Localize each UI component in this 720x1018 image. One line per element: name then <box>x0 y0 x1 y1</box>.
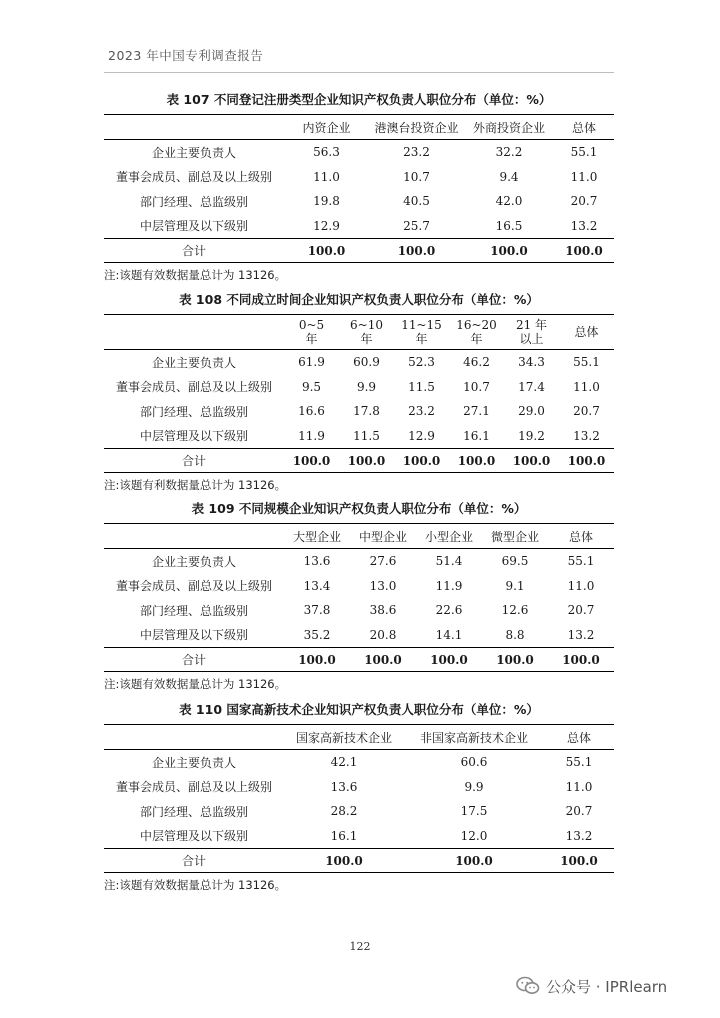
header-rule <box>104 72 614 73</box>
table-cell: 12.9 <box>408 428 435 443</box>
table-note: 注:该题有效数据量总计为 13126。 <box>104 677 287 691</box>
table-cell: 17.4 <box>518 379 545 394</box>
table-cell: 11.9 <box>435 578 463 593</box>
table-cell: 28.2 <box>330 804 358 819</box>
table-cell: 22.6 <box>435 603 463 618</box>
table-row <box>104 574 614 599</box>
table-cell: 51.4 <box>435 554 463 569</box>
column-header: 内资企业 <box>284 115 369 140</box>
table-note: 注:该题有利数据量总计为 13126。 <box>104 478 287 492</box>
table-cell: 13.2 <box>573 428 600 443</box>
table-cell: 56.3 <box>313 145 340 160</box>
column-header: 总体 <box>554 115 614 140</box>
table-cell: 13.6 <box>330 779 358 794</box>
table-cell: 11.5 <box>353 428 380 443</box>
table-cell: 13.4 <box>303 578 331 593</box>
table-cell: 27.6 <box>369 554 397 569</box>
table-row <box>104 799 614 824</box>
table-cell: 9.9 <box>464 779 484 794</box>
table-cell: 52.3 <box>408 355 435 370</box>
table-cell: 35.2 <box>303 627 331 642</box>
row-label: 中层管理及以下级别 <box>139 829 248 844</box>
table-cell: 12.0 <box>460 828 488 843</box>
data-table <box>104 724 614 873</box>
table-108-block <box>104 292 614 493</box>
table-cell: 20.7 <box>573 404 600 419</box>
table-cell: 55.1 <box>565 755 593 770</box>
table-cell: 19.8 <box>313 194 340 209</box>
table-cell: 40.5 <box>403 194 430 209</box>
table-caption: 表 107 不同登记注册类型企业知识产权负责人职位分布（单位：%） <box>166 92 552 107</box>
column-header: 大型企业 <box>284 524 350 549</box>
data-table <box>104 114 614 263</box>
table-cell: 16.1 <box>463 428 490 443</box>
watermark <box>516 974 667 998</box>
table-cell: 69.5 <box>501 554 529 569</box>
table-cell: 23.2 <box>403 145 430 160</box>
table-cell: 14.1 <box>435 627 463 642</box>
table-caption: 表 109 不同规模企业知识产权负责人职位分布（单位：%） <box>191 501 527 516</box>
table-cell: 17.5 <box>460 804 488 819</box>
column-header <box>104 524 284 549</box>
column-header: 国家高新技术企业 <box>284 725 404 750</box>
total-cell: 100.0 <box>284 849 404 873</box>
total-cell: 100.0 <box>284 648 350 672</box>
table-cell: 42.1 <box>330 755 358 770</box>
table-caption: 表 108 不同成立时间企业知识产权负责人职位分布（单位：%） <box>179 292 539 307</box>
table-cell: 37.8 <box>303 603 331 618</box>
table-cell: 13.6 <box>303 554 331 569</box>
total-row <box>104 849 614 873</box>
column-header: 16~20 年 <box>449 315 504 350</box>
table-row <box>104 350 614 375</box>
total-row <box>104 239 614 263</box>
page-number: 122 <box>349 940 371 953</box>
total-cell: 100.0 <box>369 239 464 263</box>
table-row <box>104 140 614 165</box>
table-row <box>104 598 614 623</box>
table-cell: 17.8 <box>353 404 380 419</box>
row-label: 部门经理、总监级别 <box>139 603 248 618</box>
data-table <box>104 314 614 473</box>
total-cell: 100.0 <box>284 449 339 473</box>
column-header <box>104 115 284 140</box>
column-header <box>104 725 284 750</box>
table-cell: 16.1 <box>330 828 358 843</box>
running-header: 2023 年中国专利调查报告 <box>108 48 264 63</box>
table-row <box>104 824 614 849</box>
total-row <box>104 449 614 473</box>
table-cell: 20.8 <box>369 627 397 642</box>
total-cell: 100.0 <box>554 239 614 263</box>
total-cell: 100.0 <box>504 449 559 473</box>
table-cell: 27.1 <box>463 404 490 419</box>
total-label: 合计 <box>104 239 284 263</box>
row-label: 企业主要负责人 <box>151 554 236 569</box>
row-label: 董事会成员、副总及以上级别 <box>115 380 272 395</box>
row-label: 董事会成员、副总及以上级别 <box>115 579 272 594</box>
table-caption: 表 110 国家高新技术企业知识产权负责人职位分布（单位：%） <box>179 702 539 717</box>
total-cell: 100.0 <box>449 449 504 473</box>
table-109-block <box>104 501 614 692</box>
data-table <box>104 523 614 672</box>
table-cell: 11.0 <box>573 379 600 394</box>
table-cell: 19.2 <box>518 428 545 443</box>
table-row <box>104 623 614 648</box>
column-header: 外商投资企业 <box>464 115 554 140</box>
total-cell: 100.0 <box>416 648 482 672</box>
table-cell: 13.2 <box>567 627 595 642</box>
column-header: 小型企业 <box>416 524 482 549</box>
table-cell: 38.6 <box>369 603 397 618</box>
table-cell: 23.2 <box>408 404 435 419</box>
table-cell: 20.7 <box>565 804 593 819</box>
table-row <box>104 424 614 449</box>
total-label: 合计 <box>104 849 284 873</box>
column-header: 11~15 年 <box>394 315 449 350</box>
table-row <box>104 189 614 214</box>
total-cell: 100.0 <box>394 449 449 473</box>
table-cell: 12.6 <box>501 603 529 618</box>
table-cell: 11.5 <box>408 379 435 394</box>
table-row <box>104 775 614 800</box>
row-label: 中层管理及以下级别 <box>139 219 248 234</box>
table-cell: 25.7 <box>403 218 430 233</box>
table-cell: 20.7 <box>570 194 598 209</box>
table-note: 注:该题有效数据量总计为 13126。 <box>104 878 287 892</box>
table-cell: 32.2 <box>495 145 523 160</box>
row-label: 部门经理、总监级别 <box>139 804 248 819</box>
table-cell: 9.5 <box>301 379 322 394</box>
table-row <box>104 399 614 424</box>
table-cell: 13.0 <box>369 578 397 593</box>
row-label: 部门经理、总监级别 <box>139 404 248 419</box>
row-label: 董事会成员、副总及以上级别 <box>115 780 272 795</box>
wechat-icon <box>516 976 540 996</box>
row-label: 中层管理及以下级别 <box>139 429 248 444</box>
column-header: 总体 <box>548 524 614 549</box>
table-cell: 55.1 <box>567 554 595 569</box>
column-header: 非国家高新技术企业 <box>404 725 544 750</box>
table-cell: 10.7 <box>403 169 430 184</box>
total-label: 合计 <box>104 449 284 473</box>
total-cell: 100.0 <box>544 849 614 873</box>
column-header: 总体 <box>559 315 614 350</box>
table-cell: 9.1 <box>505 578 525 593</box>
table-cell: 20.7 <box>567 603 595 618</box>
total-row <box>104 648 614 672</box>
total-cell: 100.0 <box>559 449 614 473</box>
column-header: 微型企业 <box>482 524 548 549</box>
column-header: 总体 <box>544 725 614 750</box>
table-cell: 13.2 <box>570 218 598 233</box>
total-label: 合计 <box>104 648 284 672</box>
table-cell: 10.7 <box>463 379 490 394</box>
column-header: 0~5 年 <box>284 315 339 350</box>
table-cell: 55.1 <box>573 355 600 370</box>
table-cell: 9.9 <box>356 379 377 394</box>
table-row <box>104 750 614 775</box>
column-header: 21 年 以上 <box>504 315 559 350</box>
table-cell: 13.2 <box>565 828 593 843</box>
table-row <box>104 165 614 190</box>
table-107-block <box>104 92 614 283</box>
table-cell: 42.0 <box>495 194 523 209</box>
table-cell: 60.6 <box>460 755 488 770</box>
row-label: 企业主要负责人 <box>151 145 236 160</box>
row-label: 董事会成员、副总及以上级别 <box>115 170 272 185</box>
table-row <box>104 375 614 400</box>
table-row <box>104 549 614 574</box>
total-cell: 100.0 <box>404 849 544 873</box>
total-cell: 100.0 <box>350 648 416 672</box>
row-label: 部门经理、总监级别 <box>139 194 248 209</box>
total-cell: 100.0 <box>482 648 548 672</box>
table-cell: 46.2 <box>463 355 490 370</box>
table-cell: 16.5 <box>495 218 523 233</box>
table-cell: 11.0 <box>565 779 593 794</box>
watermark-text: 公众号 · IPRlearn <box>546 977 668 996</box>
column-header: 6~10 年 <box>339 315 394 350</box>
table-note: 注:该题有效数据量总计为 13126。 <box>104 268 287 282</box>
column-header: 中型企业 <box>350 524 416 549</box>
table-cell: 34.3 <box>518 355 545 370</box>
table-cell: 12.9 <box>313 218 340 233</box>
total-cell: 100.0 <box>284 239 369 263</box>
row-label: 中层管理及以下级别 <box>139 628 248 643</box>
column-header: 港澳台投资企业 <box>369 115 464 140</box>
total-cell: 100.0 <box>339 449 394 473</box>
table-cell: 8.8 <box>505 627 525 642</box>
table-cell: 11.0 <box>570 169 598 184</box>
table-cell: 11.0 <box>567 578 595 593</box>
column-header <box>104 315 284 350</box>
table-cell: 9.4 <box>499 169 519 184</box>
table-cell: 61.9 <box>298 355 325 370</box>
table-cell: 11.9 <box>298 428 325 443</box>
table-cell: 60.9 <box>353 355 380 370</box>
table-cell: 11.0 <box>313 169 340 184</box>
table-cell: 55.1 <box>570 145 598 160</box>
table-cell: 29.0 <box>518 404 545 419</box>
table-110-block <box>104 702 614 893</box>
row-label: 企业主要负责人 <box>151 755 236 770</box>
table-row <box>104 214 614 239</box>
row-label: 企业主要负责人 <box>151 355 236 370</box>
table-cell: 16.6 <box>298 404 325 419</box>
total-cell: 100.0 <box>548 648 614 672</box>
total-cell: 100.0 <box>464 239 554 263</box>
